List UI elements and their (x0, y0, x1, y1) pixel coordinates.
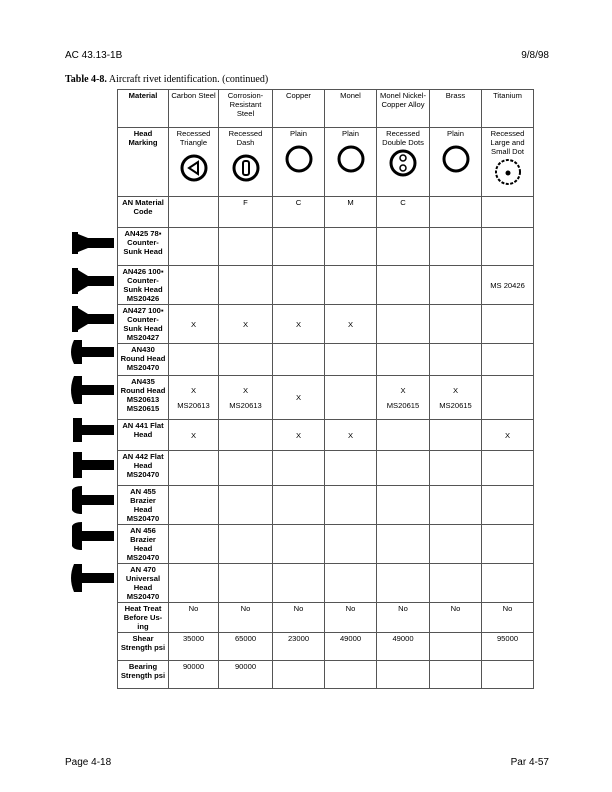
rivet-usage-cell (219, 228, 273, 266)
head-marking-row (118, 128, 534, 197)
rivet-usage-cell (273, 266, 325, 305)
brazier-head-rivet-icon (72, 522, 114, 550)
bearing-strength-row (118, 661, 534, 689)
usage-spec: MS20615 (386, 400, 420, 410)
rivet-usage-cell (169, 451, 219, 486)
shear-cell: 23000 (273, 633, 325, 661)
usage-spec: MS20615 (439, 400, 472, 410)
rivet-usage-cell (377, 486, 430, 525)
bearing-cell (377, 661, 430, 689)
rivet-usage-cell (377, 525, 430, 564)
usage-mark: MS 20426 (490, 280, 525, 290)
code-cell (482, 197, 534, 228)
rivet-usage-cell (219, 525, 273, 564)
shear-cell: 35000 (169, 633, 219, 661)
usage-mark: X (242, 319, 249, 329)
rivet-type-row (118, 376, 534, 420)
heat-treat-cell: No (377, 603, 430, 633)
rivet-usage-cell (430, 451, 482, 486)
usage-mark: X (295, 393, 302, 402)
row-label: Head Marking (118, 128, 169, 197)
plain-head-icon (336, 144, 366, 174)
rivet-type-label: AN426 100▪ Counter-Sunk Head MS20426 (118, 266, 169, 305)
head-marking-text: Recessed Dash (228, 129, 263, 147)
brazier-head-rivet-icon (72, 486, 114, 514)
usage-mark: X (190, 385, 197, 395)
rivet-type-row (118, 344, 534, 376)
universal-head-rivet-icon (71, 564, 114, 592)
shear-cell: 49000 (325, 633, 377, 661)
rivet-usage-cell (430, 305, 482, 344)
usage-mark: X (190, 319, 197, 329)
rivet-usage-cell (169, 305, 219, 344)
usage-spec: MS20613 (177, 400, 210, 410)
rivet-usage-cell (377, 344, 430, 376)
rivet-usage-cell (169, 228, 219, 266)
usage-mark: X (295, 430, 302, 440)
rivet-usage-cell (325, 525, 377, 564)
usage-mark: X (400, 385, 406, 395)
rivet-usage-cell (482, 525, 534, 564)
doc-date: 9/8/98 (521, 50, 549, 61)
rivet-usage-cell (430, 486, 482, 525)
row-label: Bearing Strength psi (118, 661, 169, 689)
head-marking-text: Recessed Triangle (176, 129, 211, 147)
rivet-usage-cell (273, 420, 325, 451)
rivet-usage-cell (377, 305, 430, 344)
row-label: Material (118, 90, 169, 128)
rivet-usage-cell (169, 420, 219, 451)
rivet-usage-cell (219, 266, 273, 305)
table-caption (65, 74, 268, 85)
rivet-usage-cell (273, 486, 325, 525)
rivet-type-row (118, 305, 534, 344)
rivet-usage-cell (377, 420, 430, 451)
rivet-usage-cell (430, 376, 482, 420)
rivet-type-label: AN 455 Brazier Head MS20470 (118, 486, 169, 525)
countersunk-rivet-icon (72, 232, 114, 254)
rivet-usage-cell (169, 486, 219, 525)
rivet-usage-cell (169, 525, 219, 564)
material-code-row (118, 197, 534, 228)
code-cell: F (219, 197, 273, 228)
rivet-type-label: AN425 78▪ Counter-Sunk Head (118, 228, 169, 266)
heat-treat-row (118, 603, 534, 633)
rivet-usage-cell (325, 564, 377, 603)
recessed-large-small-dot-icon (493, 157, 523, 187)
shear-cell: 65000 (219, 633, 273, 661)
bearing-cell (430, 661, 482, 689)
rivet-usage-cell (169, 376, 219, 420)
head-marking-text: Plain (342, 129, 359, 138)
rivet-usage-cell (219, 451, 273, 486)
material-cell: Carbon Steel (169, 90, 219, 128)
head-marking-cell (219, 128, 273, 197)
rivet-usage-cell (430, 564, 482, 603)
code-cell: M (325, 197, 377, 228)
table-caption-label: Table 4-8. (65, 74, 107, 85)
rivet-usage-cell (219, 564, 273, 603)
countersunk-rivet-icon (72, 306, 114, 332)
table-caption-text: Aircraft rivet identification. (continued) (106, 74, 269, 85)
material-cell: Brass (430, 90, 482, 128)
heat-treat-cell: No (169, 603, 219, 633)
rivet-usage-cell (273, 228, 325, 266)
rivet-type-label: AN 456 Brazier Head MS20470 (118, 525, 169, 564)
doc-id: AC 43.13-1B (65, 50, 123, 61)
rivet-illustrations (70, 228, 116, 608)
material-cell: Monel (325, 90, 377, 128)
rivet-type-row (118, 420, 534, 451)
rivet-identification-table (117, 89, 534, 689)
rivet-usage-cell (325, 451, 377, 486)
usage-spec: MS20613 (229, 400, 262, 410)
rivet-usage-cell (377, 376, 430, 420)
head-marking-cell (430, 128, 482, 197)
flat-head-rivet-icon (73, 418, 114, 442)
shear-cell: 49000 (377, 633, 430, 661)
plain-head-icon (441, 144, 471, 174)
code-cell: C (273, 197, 325, 228)
recessed-double-dots-icon (388, 148, 418, 178)
rivet-usage-cell (482, 486, 534, 525)
rivet-type-label: AN430 Round Head MS20470 (118, 344, 169, 376)
rivet-usage-cell (325, 486, 377, 525)
row-label: AN Material Code (118, 197, 169, 228)
rivet-usage-cell (430, 525, 482, 564)
recessed-dash-icon (231, 153, 261, 183)
rivet-usage-cell (325, 228, 377, 266)
rivet-type-row (118, 451, 534, 486)
rivet-usage-cell (430, 228, 482, 266)
round-head-rivet-icon (71, 376, 114, 404)
code-cell (169, 197, 219, 228)
bearing-cell: 90000 (219, 661, 273, 689)
bearing-cell (273, 661, 325, 689)
rivet-type-label: AN427 100▪ Counter-Sunk Head MS20427 (118, 305, 169, 344)
bearing-cell: 90000 (169, 661, 219, 689)
rivet-usage-cell (169, 266, 219, 305)
rivet-type-label: AN 442 Flat Head MS20470 (118, 451, 169, 486)
heat-treat-cell: No (482, 603, 534, 633)
rivet-usage-cell (219, 344, 273, 376)
rivet-type-row (118, 266, 534, 305)
shear-cell (430, 633, 482, 661)
page-number: Page 4-18 (65, 757, 112, 768)
rivet-usage-cell (377, 266, 430, 305)
head-marking-cell (482, 128, 534, 197)
plain-head-icon (284, 144, 314, 174)
head-marking-cell (325, 128, 377, 197)
rivet-type-label: AN435 Round Head MS20613 MS20615 (118, 376, 169, 420)
rivet-usage-cell (482, 305, 534, 344)
heat-treat-cell: No (273, 603, 325, 633)
rivet-usage-cell (273, 525, 325, 564)
recessed-triangle-icon (179, 153, 209, 183)
bearing-cell (482, 661, 534, 689)
head-marking-text: Plain (447, 129, 464, 138)
usage-mark: X (242, 385, 249, 395)
rivet-usage-cell (273, 451, 325, 486)
rivet-usage-cell (325, 344, 377, 376)
paragraph-ref: Par 4-57 (510, 757, 549, 768)
rivet-usage-cell (219, 376, 273, 420)
rivet-usage-cell (430, 344, 482, 376)
bearing-cell (325, 661, 377, 689)
rivet-usage-cell (273, 344, 325, 376)
head-marking-cell (377, 128, 430, 197)
rivet-type-row (118, 525, 534, 564)
rivet-usage-cell (169, 344, 219, 376)
rivet-usage-cell (325, 420, 377, 451)
material-cell: Corrosion-Resistant Steel (219, 90, 273, 128)
heat-treat-cell: No (325, 603, 377, 633)
rivet-usage-cell (325, 376, 377, 420)
rivet-usage-cell (482, 564, 534, 603)
round-head-rivet-icon (71, 340, 114, 364)
rivet-usage-cell (482, 420, 534, 451)
rivet-usage-cell (482, 228, 534, 266)
rivet-type-row (118, 486, 534, 525)
rivet-usage-cell (482, 266, 534, 305)
head-marking-cell (169, 128, 219, 197)
rivet-usage-cell (325, 305, 377, 344)
row-label: Heat Treat Before Us-ing (118, 603, 169, 633)
head-marking-text: Recessed Double Dots (382, 129, 424, 147)
rivet-usage-cell (273, 305, 325, 344)
rivet-usage-cell (377, 564, 430, 603)
usage-mark: X (295, 319, 302, 329)
usage-mark: X (347, 319, 354, 329)
shear-cell: 95000 (482, 633, 534, 661)
rivet-usage-cell (273, 564, 325, 603)
material-cell: Monel Nickel-Copper Alloy (377, 90, 430, 128)
code-cell: C (377, 197, 430, 228)
usage-mark: X (504, 430, 511, 440)
head-marking-cell (273, 128, 325, 197)
rivet-usage-cell (430, 266, 482, 305)
rivet-usage-cell (482, 376, 534, 420)
flat-head-rivet-icon (73, 452, 114, 478)
row-label: Shear Strength psi (118, 633, 169, 661)
head-marking-text: Plain (290, 129, 307, 138)
usage-mark: X (347, 430, 354, 440)
usage-mark: X (190, 430, 197, 440)
material-cell: Titanium (482, 90, 534, 128)
rivet-usage-cell (219, 420, 273, 451)
material-row (118, 90, 534, 128)
rivet-usage-cell (482, 344, 534, 376)
rivet-usage-cell (169, 564, 219, 603)
rivet-usage-cell (219, 305, 273, 344)
rivet-type-label: AN 470 Universal Head MS20470 (118, 564, 169, 603)
heat-treat-cell: No (219, 603, 273, 633)
rivet-type-row (118, 228, 534, 266)
rivet-usage-cell (482, 451, 534, 486)
heat-treat-cell: No (430, 603, 482, 633)
rivet-usage-cell (219, 486, 273, 525)
rivet-usage-cell (430, 420, 482, 451)
rivet-usage-cell (377, 228, 430, 266)
head-marking-text: Recessed Large and Small Dot (490, 129, 525, 156)
rivet-type-row (118, 564, 534, 603)
rivet-usage-cell (273, 376, 325, 420)
usage-mark: X (452, 385, 459, 395)
code-cell (430, 197, 482, 228)
rivet-type-label: AN 441 Flat Head (118, 420, 169, 451)
material-cell: Copper (273, 90, 325, 128)
countersunk-rivet-icon (72, 268, 114, 294)
rivet-usage-cell (325, 266, 377, 305)
shear-strength-row (118, 633, 534, 661)
rivet-usage-cell (377, 451, 430, 486)
